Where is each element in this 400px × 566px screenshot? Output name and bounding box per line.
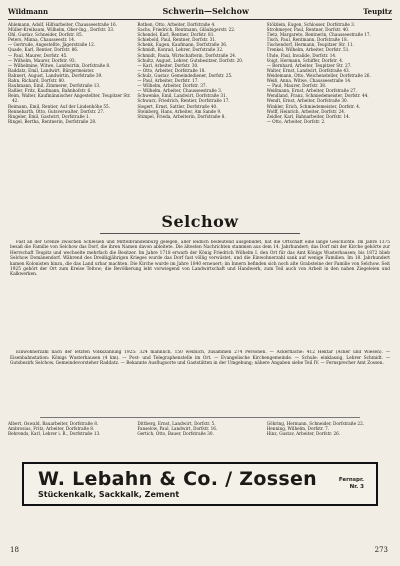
directory-entry: Strohmeyer, Paul, Rentner, Dorfstr. 40.: [266, 27, 350, 33]
page-header: [8, 6, 392, 18]
header-divider: [8, 19, 392, 20]
directory-entry: Ohl, Gustav, Schneider, Dorfstr. 85.: [8, 32, 83, 38]
directory-entry: Uhde, Paul, Invalide, Dorfstr. 14.: [266, 52, 337, 58]
directory-entry: — Wilhelm, Arbeiter, Dorfstr. 37.: [137, 83, 207, 89]
directory-entry: Rahnert, August, Landwirtin, Dorfstraße 39.: [8, 72, 103, 78]
directory-entry: Peters, Minna, Chausseestr. 14.: [8, 37, 76, 43]
directory-entry: Sachs, Friedrich, Rentmann, Gläubigerstr. 22.: [137, 27, 236, 33]
directory-entry: Rauhmann, Emil, Zimmerer, Dorfstraße 13.: [8, 83, 101, 89]
directory-entry: Wendland, Franz, Schmiedemeister, Dorfstr. 44.: [266, 93, 369, 99]
directory-entry: Müller-Kreibaum, Wilhelm, Ober-Ing., Dorfstr. 33.: [8, 27, 115, 33]
directory-entry: Weiß, Anna, Witwe, Chausseestraße 14.: [266, 78, 352, 84]
directory-entry: Siegert, Ernst, Sattler, Dorfstraße 40.: [137, 103, 218, 109]
directory-entry: Trenkel, Wilhelm, Arbeiter, Dorfstr. 51.: [266, 47, 350, 53]
directory-entry: Quade, Karl, Rentier, Dorfstr. 86.: [8, 47, 79, 53]
directory-entry: Ringel, Bertha, Rentnerin, Dorfstraße 28.: [8, 118, 97, 124]
directory-entry: — Wilhelm, Arbeiter, Chausseestraße 3.: [137, 88, 223, 94]
directory-columns: [8, 22, 392, 200]
directory-entry: Winkler, Erich, Schmiedemeister, Dorfstr. 4.: [266, 103, 361, 109]
directory-entry: Rennebarth, Otto, Gutsverwalter, Dorfstr. 27.: [8, 108, 105, 114]
section-title: Selchow: [161, 212, 239, 231]
header-left: Wildmann: [8, 7, 49, 16]
advertisement-company: W. Lebahn & Co. / Zossen: [38, 468, 317, 490]
directory-entry: Albert, Oswald, Bauarbeiter, Dorfstraße 8.: [8, 421, 99, 426]
directory-entry: Dittberg, Ernst, Landwirt, Dorfstr. 5.: [137, 421, 216, 426]
directory-entry: — Wilhelmine, Witwe, Landwirtin, Dorfstraße 8.: [8, 62, 111, 68]
directory-entry: Rahn, Richard, Dorfstr. 80.: [8, 78, 66, 84]
directory-entry: Zeidler, Karl, Bahnarbeiter, Dorfstr. 14.: [266, 113, 351, 119]
advertisement-box: [22, 462, 378, 506]
directory-entry: Gertich, Otto, Bauer, Dorfstraße 30.: [137, 431, 214, 437]
directory-entry: — Paul, Maurer, Dorfstr. 38.: [266, 83, 327, 89]
directory-entry: Ambrosius, Fritz, Arbeiter, Dorfstraße 8.: [8, 426, 95, 432]
directory-entry: Behrends, Karl, Lehrer i. R., Dorfstraße 13.: [8, 431, 101, 437]
directory-entry: Tischendorf, Hermann, Teupitzer Str. 11.: [266, 42, 354, 48]
header-right: Teupitz: [363, 7, 392, 16]
directory-entry: — Otto, Arbeiter, Dorfstraße 18.: [137, 67, 206, 73]
page-number-right: 273: [374, 546, 388, 554]
facts-paragraph: Einwohnerzahl nach der letzten Volkszählung 1925: 324 männlich, 150 weiblich, zusammen 274 Personen. — Ackerfläche: 412 Hektar (Acker und Wiesen). — Eisenbahnstation: Königs Wusterhausen (4 km). — Post- und Telegraphenstelle im Ort. — Evangelische Kirchengemeinde. — Schule: einklassig, Lehrer Schmidt. — Gutsbezirk Selchow, Gemeindevorsteher Raddatz. — Bekannte Ausflugsorte und Gaststätten in der Umgebung; nähere Angaben siehe Teil IV. — Fernsprecher Amt Zossen.: [10, 350, 390, 367]
directory-entry: Schwenke, Emil, Landwirt, Dorfstraße 31.: [137, 93, 227, 99]
directory-entry: Stölzlein, Eugen, Schlosser, Dorfstraße 3.: [266, 22, 356, 27]
directory-entry: — Gertrude, Angestellte, Jägerstraße 12.: [8, 42, 96, 48]
directory-entry: Henning, Wilhelm, Dorfstr. 7.: [266, 426, 330, 432]
directory-entry: Stimpel, Frieda, Arbeiterin, Dorfstraße 8.: [137, 113, 226, 119]
directory-entry: Weißmann, Ernst, Arbeiter, Dorfstraße 27.: [266, 88, 357, 94]
directory-entry: Tisch, Paul, Rentmann, Dorfstraße 18.: [266, 37, 349, 43]
advertisement-phone: [339, 477, 364, 491]
directory-entry: Wolff, Heinrich, Arbeiter, Dorfstr. 24.: [266, 108, 346, 114]
directory-entry: Rothen, Otto, Arbeiter, Dorfstraße 4.: [137, 22, 216, 27]
history-text: [10, 240, 390, 348]
directory-entry: Raddatz, Emil, Landwirt, Bürgermeister.: [8, 67, 95, 73]
residents-column-2: [137, 421, 262, 459]
header-title: Schwerin—Selchow: [162, 6, 249, 16]
directory-entry: Walter, Ernst, Landwirt, Dorfstraße 43.: [266, 67, 350, 73]
directory-entry: Reimann, Emil, Rentier, Auf der Lindenhöhe 55.: [8, 103, 111, 109]
directory-entry: — Karl, Arbeiter, Dorfstr. 30.: [137, 62, 199, 68]
directory-entry: Ringeler, Emil, Gastwirt, Dorfstraße 1.: [8, 113, 91, 119]
directory-column-1: [8, 22, 133, 200]
directory-column-2: [137, 22, 262, 200]
directory-entry: Wendt, Ernst, Arbeiter, Dorfstraße 30.: [266, 98, 348, 104]
advertisement-phone-label: Fernspr.: [338, 477, 364, 483]
advertisement-phone-number: Nr. 3: [349, 484, 364, 490]
advertisement-products: Stückenkalk, Sackkalk, Zement: [38, 490, 180, 499]
directory-entry: — Otto, Arbeiter, Dorfstr. 2.: [266, 118, 326, 124]
residents-columns: [8, 421, 392, 459]
directory-entry: Weidemann, Otto, Weichensteller, Dorfstraße 26.: [266, 72, 371, 78]
directory-entry: Schwarz, Friedrich, Rentier, Dorfstraße 17.: [137, 98, 230, 104]
residents-column-1: [8, 421, 133, 459]
directory-entry: Raßler, Fritz, Kaufmann, Bahnhofstr. 6.: [8, 88, 92, 94]
residents-divider: [40, 417, 360, 418]
directory-entry: Reim, Walter, Kaufmännischer Angestellter, Teupitzer Str. 42.: [8, 93, 131, 104]
directory-entry: Schiebold, Paul, Rentner, Dorfstr. 31.: [137, 37, 217, 43]
directory-entry: Göhring, Hermann, Schneider, Dorfstraße 22.: [266, 421, 365, 426]
directory-entry: Voigt, Hermann, Schiffer, Dorfstr. 4.: [266, 57, 344, 63]
directory-entry: — Wilhelm, Maurer, Dorfstr. 93.: [8, 57, 76, 63]
directory-entry: Schmidt, Konrad, Lehrer, Dorfstraße 32.: [137, 47, 224, 53]
residents-column-3: [267, 421, 392, 459]
directory-column-3: [267, 22, 392, 200]
advertisement-main: [38, 468, 317, 500]
directory-entry: Schenk, Eugen, Kaufmann, Dorfstraße 36.: [137, 42, 228, 48]
facts-text: [10, 350, 390, 414]
directory-entry: Schmidt, Paula, Wirtschafterin, Dorfstraße 24.: [137, 52, 237, 58]
directory-entry: — Bernhard, Arbeiter, Teupitzer Str. 27.: [266, 62, 352, 68]
directory-entry: — Paul, Maurer, Dorfstr. 45.: [8, 52, 68, 58]
directory-entry: Steinberg, Hans, Arbeiter, Am Sande 9.: [137, 108, 222, 114]
directory-entry: Tietz, Margarete, Rentnerin, Chausseestraße 17.: [266, 32, 371, 38]
directory-entry: Fanselow, Paul, Landwirt, Dorfstr. 16.: [137, 426, 218, 432]
directory-entry: Ahlemann, Adolf, Hilfsarbeiter, Chausseestraße 16.: [8, 22, 118, 27]
directory-entry: Hinz, Gustav, Arbeiter, Dorfstr. 26.: [266, 431, 341, 437]
directory-entry: Schendel, Karl, Rentner, Dorfstr. 81.: [137, 32, 215, 38]
page-number-left: 18: [10, 546, 19, 554]
directory-entry: — Paul, Arbeiter, Dorfstr. 17.: [137, 78, 199, 84]
directory-entry: Schultz, August, Lehrer, Gutsbesitzer, Dorfstr. 20.: [137, 57, 244, 63]
history-paragraph: Fast an der Grenze zwischen Schlesien und Mittelbrandenburg gelegen, aller leidlich bedeutend ausgebildet, hat die Ortschaft eine lange Geschichte. Im Jahre 1375 besaß die Familie von Selchow das Dorf, die ihren Namen davon ableitete. Die ältesten Nachrichten stammen aus dem 14. Jahrhundert; das Dorf mit der Kirche gehörte zur Herrschaft Teupitz und wechselte mehrfach die Besitzer. Im Jahre 1718 erwarb der König Friedrich Wilhelm I. den Ort für das Amt Königs Wusterhausen; bis 1872 blieb Selchow Domänendorf. Während des Dreißigjährigen Krieges wurde das Dorf fast völlig verwüstet, und die Einwohnerzahl sank auf wenige Familien. Im 18. Jahrhundert kamen Kolonisten hinzu, die das Land urbar machten. Die Kirche wurde im Jahre 1840 erneuert; im Innern befinden sich noch alte Grabsteine der Familie von Selchow. Seit 1925 gehört der Ort zum Kreise Teltow; die Bevölkerung lebt vorwiegend von Landwirtschaft und Handwerk, zum Teil auch von Arbeit in den nahen Ziegeleien und Kalkwerken.: [10, 240, 390, 278]
section-divider: [100, 233, 300, 234]
directory-entry: Schulz, Gustav, Gemeindediener, Dorfstr. 25.: [137, 72, 233, 78]
